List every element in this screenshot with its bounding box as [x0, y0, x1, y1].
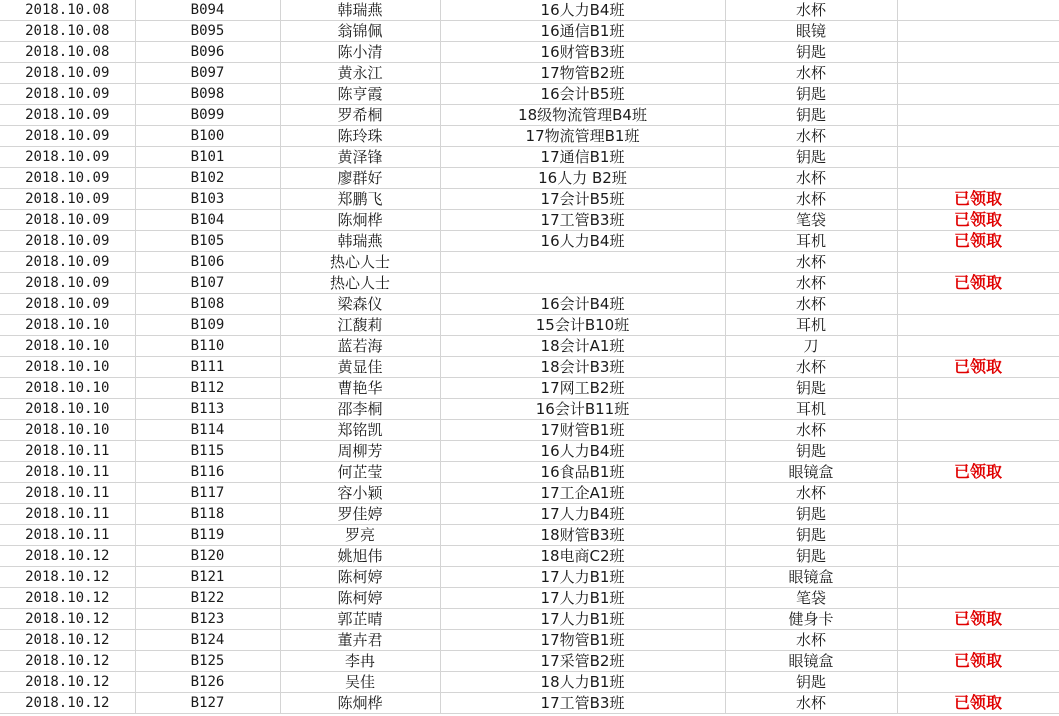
- table-row: [0, 21, 1059, 42]
- cell-status[interactable]: 已领取: [897, 357, 1059, 378]
- cell-name[interactable]: 热心人士: [280, 273, 440, 294]
- cell-name[interactable]: 姚旭伟: [280, 546, 440, 567]
- cell-status[interactable]: [897, 567, 1059, 588]
- cell-date[interactable]: 2018.10.09: [0, 294, 135, 315]
- cell-class[interactable]: 18电商C2班: [440, 546, 725, 567]
- cell-item[interactable]: 健身卡: [725, 609, 897, 630]
- cell-code[interactable]: B119: [135, 525, 280, 546]
- cell-status[interactable]: 已领取: [897, 210, 1059, 231]
- cell-code[interactable]: B104: [135, 210, 280, 231]
- cell-name[interactable]: 韩瑞燕: [280, 231, 440, 252]
- cell-status[interactable]: 已领取: [897, 189, 1059, 210]
- table-row: [0, 147, 1059, 168]
- cell-date[interactable]: 2018.10.09: [0, 189, 135, 210]
- table-row: [0, 315, 1059, 336]
- cell-date[interactable]: 2018.10.12: [0, 609, 135, 630]
- cell-date[interactable]: 2018.10.10: [0, 420, 135, 441]
- cell-status[interactable]: [897, 546, 1059, 567]
- cell-date[interactable]: 2018.10.09: [0, 210, 135, 231]
- cell-class[interactable]: 17工管B3班: [440, 210, 725, 231]
- cell-class[interactable]: 17人力B1班: [440, 588, 725, 609]
- table-row: [0, 273, 1059, 294]
- table-row: [0, 462, 1059, 483]
- table-row: [0, 546, 1059, 567]
- cell-class[interactable]: 17会计B5班: [440, 189, 725, 210]
- cell-name[interactable]: 董卉君: [280, 630, 440, 651]
- cell-date[interactable]: 2018.10.08: [0, 0, 135, 21]
- cell-name[interactable]: 黄永江: [280, 63, 440, 84]
- table-row: [0, 672, 1059, 693]
- cell-class[interactable]: 16财管B3班: [440, 42, 725, 63]
- cell-code[interactable]: B096: [135, 42, 280, 63]
- cell-status[interactable]: [897, 147, 1059, 168]
- cell-code[interactable]: B123: [135, 609, 280, 630]
- cell-status[interactable]: [897, 105, 1059, 126]
- cell-item[interactable]: 笔袋: [725, 588, 897, 609]
- cell-class[interactable]: 18人力B1班: [440, 672, 725, 693]
- table-row: [0, 189, 1059, 210]
- cell-class[interactable]: 17采管B2班: [440, 651, 725, 672]
- cell-class[interactable]: 16人力B4班: [440, 0, 725, 21]
- cell-name[interactable]: 何芷莹: [280, 462, 440, 483]
- cell-status[interactable]: [897, 525, 1059, 546]
- table-row: [0, 525, 1059, 546]
- cell-status[interactable]: [897, 441, 1059, 462]
- cell-item[interactable]: 钥匙: [725, 84, 897, 105]
- cell-name[interactable]: 吴佳: [280, 672, 440, 693]
- cell-code[interactable]: B121: [135, 567, 280, 588]
- table-row: [0, 126, 1059, 147]
- cell-class[interactable]: 18财管B3班: [440, 525, 725, 546]
- cell-class[interactable]: 17物管B2班: [440, 63, 725, 84]
- cell-item[interactable]: 水杯: [725, 0, 897, 21]
- cell-date[interactable]: 2018.10.11: [0, 525, 135, 546]
- cell-date[interactable]: 2018.10.12: [0, 630, 135, 651]
- cell-code[interactable]: B109: [135, 315, 280, 336]
- cell-date[interactable]: 2018.10.11: [0, 441, 135, 462]
- cell-item[interactable]: 水杯: [725, 63, 897, 84]
- table-row: [0, 483, 1059, 504]
- cell-name[interactable]: 容小颖: [280, 483, 440, 504]
- cell-name[interactable]: 蓝若海: [280, 336, 440, 357]
- cell-item[interactable]: 水杯: [725, 693, 897, 714]
- cell-item[interactable]: 水杯: [725, 273, 897, 294]
- cell-date[interactable]: 2018.10.10: [0, 336, 135, 357]
- cell-class[interactable]: [440, 273, 725, 294]
- cell-name[interactable]: 黄泽锋: [280, 147, 440, 168]
- cell-code[interactable]: B102: [135, 168, 280, 189]
- cell-code[interactable]: B098: [135, 84, 280, 105]
- cell-class[interactable]: 16会计B5班: [440, 84, 725, 105]
- table-row: [0, 168, 1059, 189]
- cell-code[interactable]: B112: [135, 378, 280, 399]
- cell-class[interactable]: 16会计B11班: [440, 399, 725, 420]
- cell-name[interactable]: 罗佳婷: [280, 504, 440, 525]
- cell-name[interactable]: 梁森仪: [280, 294, 440, 315]
- cell-code[interactable]: B122: [135, 588, 280, 609]
- cell-code[interactable]: B103: [135, 189, 280, 210]
- cell-status[interactable]: [897, 336, 1059, 357]
- cell-item[interactable]: 水杯: [725, 420, 897, 441]
- cell-date[interactable]: 2018.10.11: [0, 504, 135, 525]
- cell-item[interactable]: 水杯: [725, 252, 897, 273]
- cell-status[interactable]: [897, 315, 1059, 336]
- cell-item[interactable]: 耳机: [725, 231, 897, 252]
- cell-date[interactable]: 2018.10.12: [0, 693, 135, 714]
- cell-date[interactable]: 2018.10.10: [0, 399, 135, 420]
- cell-code[interactable]: B105: [135, 231, 280, 252]
- cell-name[interactable]: 陈炯桦: [280, 693, 440, 714]
- cell-status[interactable]: 已领取: [897, 651, 1059, 672]
- cell-status[interactable]: [897, 21, 1059, 42]
- cell-class[interactable]: 17物管B1班: [440, 630, 725, 651]
- cell-name[interactable]: 韩瑞燕: [280, 0, 440, 21]
- cell-code[interactable]: B108: [135, 294, 280, 315]
- cell-date[interactable]: 2018.10.11: [0, 462, 135, 483]
- cell-date[interactable]: 2018.10.12: [0, 672, 135, 693]
- cell-date[interactable]: 2018.10.10: [0, 357, 135, 378]
- cell-code[interactable]: B101: [135, 147, 280, 168]
- cell-code[interactable]: B124: [135, 630, 280, 651]
- cell-code[interactable]: B095: [135, 21, 280, 42]
- cell-item[interactable]: 钥匙: [725, 672, 897, 693]
- cell-class[interactable]: 16人力B4班: [440, 231, 725, 252]
- cell-code[interactable]: B097: [135, 63, 280, 84]
- table-row: [0, 378, 1059, 399]
- cell-item[interactable]: 水杯: [725, 189, 897, 210]
- table-row: [0, 420, 1059, 441]
- cell-code[interactable]: B118: [135, 504, 280, 525]
- cell-status[interactable]: [897, 378, 1059, 399]
- cell-name[interactable]: 邵李桐: [280, 399, 440, 420]
- table-row: [0, 252, 1059, 273]
- cell-code[interactable]: B106: [135, 252, 280, 273]
- cell-item[interactable]: 水杯: [725, 294, 897, 315]
- cell-status[interactable]: [897, 588, 1059, 609]
- table-row: [0, 357, 1059, 378]
- cell-date[interactable]: 2018.10.12: [0, 546, 135, 567]
- table-row: [0, 399, 1059, 420]
- table-row: [0, 84, 1059, 105]
- cell-class[interactable]: 17人力B1班: [440, 567, 725, 588]
- cell-item[interactable]: 水杯: [725, 126, 897, 147]
- cell-name[interactable]: 周柳芳: [280, 441, 440, 462]
- cell-item[interactable]: 钥匙: [725, 546, 897, 567]
- cell-class[interactable]: 16会计B4班: [440, 294, 725, 315]
- cell-item[interactable]: 钥匙: [725, 105, 897, 126]
- cell-name[interactable]: 热心人士: [280, 252, 440, 273]
- cell-date[interactable]: 2018.10.12: [0, 567, 135, 588]
- cell-date[interactable]: 2018.10.09: [0, 147, 135, 168]
- cell-item[interactable]: 钥匙: [725, 42, 897, 63]
- cell-item[interactable]: 水杯: [725, 630, 897, 651]
- cell-name[interactable]: 陈小清: [280, 42, 440, 63]
- cell-status[interactable]: [897, 504, 1059, 525]
- cell-date[interactable]: 2018.10.09: [0, 273, 135, 294]
- cell-code[interactable]: B117: [135, 483, 280, 504]
- cell-item[interactable]: 眼镜盒: [725, 651, 897, 672]
- cell-status[interactable]: [897, 126, 1059, 147]
- cell-name[interactable]: 黄显佳: [280, 357, 440, 378]
- cell-item[interactable]: 眼镜盒: [725, 567, 897, 588]
- cell-code[interactable]: B127: [135, 693, 280, 714]
- cell-code[interactable]: B107: [135, 273, 280, 294]
- table-row: [0, 105, 1059, 126]
- cell-class[interactable]: 18会计A1班: [440, 336, 725, 357]
- cell-date[interactable]: 2018.10.09: [0, 84, 135, 105]
- cell-name[interactable]: 陈柯婷: [280, 588, 440, 609]
- cell-name[interactable]: 陈炯桦: [280, 210, 440, 231]
- cell-class[interactable]: 16食品B1班: [440, 462, 725, 483]
- cell-name[interactable]: 郑铭凯: [280, 420, 440, 441]
- cell-date[interactable]: 2018.10.12: [0, 588, 135, 609]
- cell-item[interactable]: 钥匙: [725, 525, 897, 546]
- cell-status[interactable]: [897, 294, 1059, 315]
- cell-status[interactable]: 已领取: [897, 273, 1059, 294]
- cell-item[interactable]: 笔袋: [725, 210, 897, 231]
- cell-name[interactable]: 郭芷晴: [280, 609, 440, 630]
- cell-code[interactable]: B100: [135, 126, 280, 147]
- table-row: [0, 210, 1059, 231]
- cell-item[interactable]: 水杯: [725, 483, 897, 504]
- table-row: [0, 0, 1059, 21]
- cell-date[interactable]: 2018.10.10: [0, 315, 135, 336]
- cell-code[interactable]: B094: [135, 0, 280, 21]
- cell-name[interactable]: 李冉: [280, 651, 440, 672]
- cell-class[interactable]: 17人力B4班: [440, 504, 725, 525]
- cell-name[interactable]: 罗希桐: [280, 105, 440, 126]
- table-row: [0, 336, 1059, 357]
- cell-status[interactable]: [897, 399, 1059, 420]
- cell-item[interactable]: 钥匙: [725, 504, 897, 525]
- cell-code[interactable]: B116: [135, 462, 280, 483]
- table-row: [0, 630, 1059, 651]
- cell-name[interactable]: 陈亨霞: [280, 84, 440, 105]
- table-row: [0, 651, 1059, 672]
- cell-class[interactable]: [440, 252, 725, 273]
- cell-code[interactable]: B099: [135, 105, 280, 126]
- cell-date[interactable]: 2018.10.09: [0, 252, 135, 273]
- cell-status[interactable]: 已领取: [897, 462, 1059, 483]
- table-row: [0, 441, 1059, 462]
- table-row: [0, 609, 1059, 630]
- cell-name[interactable]: 曹艳华: [280, 378, 440, 399]
- table-row: [0, 42, 1059, 63]
- cell-name[interactable]: 廖群好: [280, 168, 440, 189]
- cell-name[interactable]: 陈柯婷: [280, 567, 440, 588]
- cell-code[interactable]: B111: [135, 357, 280, 378]
- cell-class[interactable]: 17物流管理B1班: [440, 126, 725, 147]
- cell-name[interactable]: 江馥莉: [280, 315, 440, 336]
- cell-status[interactable]: [897, 63, 1059, 84]
- cell-status[interactable]: [897, 42, 1059, 63]
- cell-code[interactable]: B125: [135, 651, 280, 672]
- cell-date[interactable]: 2018.10.09: [0, 63, 135, 84]
- cell-item[interactable]: 钥匙: [725, 147, 897, 168]
- cell-date[interactable]: 2018.10.09: [0, 231, 135, 252]
- cell-status[interactable]: [897, 0, 1059, 21]
- cell-item[interactable]: 水杯: [725, 357, 897, 378]
- cell-status[interactable]: [897, 84, 1059, 105]
- table-row: [0, 63, 1059, 84]
- cell-status[interactable]: 已领取: [897, 231, 1059, 252]
- cell-class[interactable]: 16人力 B2班: [440, 168, 725, 189]
- cell-class[interactable]: 18级物流管理B4班: [440, 105, 725, 126]
- cell-class[interactable]: 17通信B1班: [440, 147, 725, 168]
- cell-code[interactable]: B115: [135, 441, 280, 462]
- cell-name[interactable]: 郑鹏飞: [280, 189, 440, 210]
- cell-status[interactable]: [897, 168, 1059, 189]
- cell-code[interactable]: B120: [135, 546, 280, 567]
- cell-class[interactable]: 15会计B10班: [440, 315, 725, 336]
- cell-class[interactable]: 17工管B3班: [440, 693, 725, 714]
- cell-code[interactable]: B113: [135, 399, 280, 420]
- table-row: [0, 504, 1059, 525]
- cell-status[interactable]: [897, 252, 1059, 273]
- cell-item[interactable]: 刀: [725, 336, 897, 357]
- cell-status[interactable]: [897, 672, 1059, 693]
- cell-class[interactable]: 17人力B1班: [440, 609, 725, 630]
- cell-code[interactable]: B110: [135, 336, 280, 357]
- cell-item[interactable]: 钥匙: [725, 378, 897, 399]
- cell-date[interactable]: 2018.10.08: [0, 21, 135, 42]
- table-row: [0, 231, 1059, 252]
- cell-status[interactable]: [897, 630, 1059, 651]
- cell-name[interactable]: 陈玲珠: [280, 126, 440, 147]
- cell-status[interactable]: 已领取: [897, 609, 1059, 630]
- cell-status[interactable]: [897, 420, 1059, 441]
- cell-class[interactable]: 16人力B4班: [440, 441, 725, 462]
- cell-code[interactable]: B126: [135, 672, 280, 693]
- cell-status[interactable]: 已领取: [897, 693, 1059, 714]
- cell-class[interactable]: 17工企A1班: [440, 483, 725, 504]
- table-row: [0, 567, 1059, 588]
- cell-name[interactable]: 翁锦佩: [280, 21, 440, 42]
- cell-class[interactable]: 18会计B3班: [440, 357, 725, 378]
- cell-item[interactable]: 水杯: [725, 168, 897, 189]
- cell-date[interactable]: 2018.10.08: [0, 42, 135, 63]
- table-row: [0, 693, 1059, 714]
- cell-class[interactable]: 17财管B1班: [440, 420, 725, 441]
- cell-date[interactable]: 2018.10.09: [0, 105, 135, 126]
- cell-name[interactable]: 罗亮: [280, 525, 440, 546]
- cell-class[interactable]: 16通信B1班: [440, 21, 725, 42]
- cell-date[interactable]: 2018.10.11: [0, 483, 135, 504]
- cell-item[interactable]: 钥匙: [725, 441, 897, 462]
- cell-date[interactable]: 2018.10.09: [0, 168, 135, 189]
- table-row: [0, 588, 1059, 609]
- cell-item[interactable]: 耳机: [725, 315, 897, 336]
- table-row: [0, 294, 1059, 315]
- cell-date[interactable]: 2018.10.10: [0, 378, 135, 399]
- cell-class[interactable]: 17网工B2班: [440, 378, 725, 399]
- cell-code[interactable]: B114: [135, 420, 280, 441]
- cell-item[interactable]: 眼镜: [725, 21, 897, 42]
- cell-date[interactable]: 2018.10.12: [0, 651, 135, 672]
- cell-status[interactable]: [897, 483, 1059, 504]
- cell-item[interactable]: 耳机: [725, 399, 897, 420]
- cell-item[interactable]: 眼镜盒: [725, 462, 897, 483]
- cell-date[interactable]: 2018.10.09: [0, 126, 135, 147]
